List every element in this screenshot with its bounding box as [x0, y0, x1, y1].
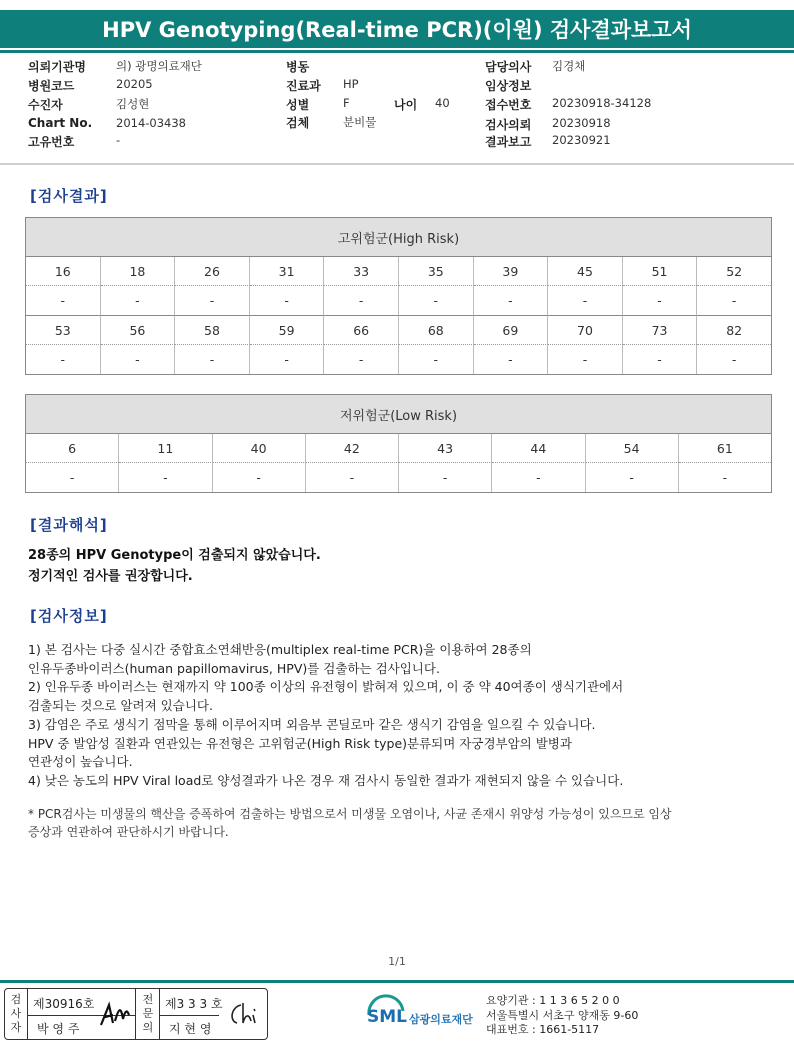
result-cell: -: [26, 463, 119, 492]
section-results: [검사결과]: [30, 187, 108, 205]
genotype-cell: 73: [623, 316, 698, 345]
footer-line: [0, 980, 794, 983]
page-number: 1/1: [388, 955, 406, 968]
divider: [27, 989, 28, 1039]
result-cell: -: [722, 470, 728, 485]
result-cell: -: [399, 286, 474, 316]
label-receipt-no: 접수번호: [485, 98, 532, 112]
note-line: 증상과 연관하여 판단하시기 바랍니다.: [28, 825, 229, 839]
value-age: 40: [435, 96, 450, 110]
low-risk-header: 저위험군(Low Risk): [26, 395, 771, 434]
genotype-cell: 70: [548, 316, 623, 345]
company-name: 삼광의료재단: [409, 1013, 473, 1026]
genotype-cell: 6: [26, 434, 119, 463]
info-line: 4) 낮은 농도의 HPV Viral load로 양성결과가 나온 경우 재 검사시 동일한 결과가 재현되지 않을 수 있습니다.: [28, 772, 624, 788]
company-logo: [365, 993, 485, 1037]
examiner-license-no: 제30916호: [33, 997, 95, 1011]
high-risk-types-row-1: [26, 257, 771, 286]
genotype-cell: 18: [101, 257, 176, 286]
value-request-date: 20230918: [552, 116, 611, 130]
info-line: 2) 인유두종 바이러스는 현재까지 약 100종 이상의 유전형이 밝혀져 있으며, 이 중 약 40여종이 생식기관에서: [28, 679, 624, 695]
label-chart-no: Chart No.: [28, 116, 93, 130]
note-line: * PCR검사는 미생물의 핵산을 증폭하여 검출하는 방법으로서 미생물 오염이나, 사균 존재시 위양성 가능성이 있으므로 임상: [28, 807, 672, 821]
low-risk-types-row: [26, 434, 771, 463]
genotype-cell: 35: [399, 257, 474, 286]
label-clinical-info: 임상정보: [485, 79, 532, 93]
value-unique-no: -: [116, 133, 121, 147]
genotype-cell: 44: [492, 434, 585, 463]
patient-info: [0, 56, 794, 152]
result-cell: -: [175, 345, 250, 374]
result-cell: -: [26, 345, 101, 374]
label-ward: 병동: [286, 60, 310, 74]
result-cell: -: [399, 463, 492, 492]
value-report-date: 20230921: [552, 133, 611, 147]
genotype-cell: 52: [697, 257, 771, 286]
result-cell: -: [586, 463, 679, 492]
value-patient: 김성현: [116, 97, 150, 111]
genotype-cell: 33: [324, 257, 399, 286]
low-risk-table: [25, 394, 772, 493]
label-request-date: 검사의뢰: [485, 118, 532, 132]
result-cell: -: [492, 463, 585, 492]
info-separator: [0, 163, 794, 165]
examiner-signature-icon: [97, 997, 133, 1033]
result-cell: -: [623, 286, 698, 316]
value-department: HP: [343, 77, 359, 91]
high-risk-results-row-1: [26, 286, 771, 316]
divider: [135, 989, 136, 1039]
result-cell: -: [306, 463, 399, 492]
company-info: [486, 994, 638, 1038]
result-cell: -: [324, 345, 399, 374]
label-unique-no: 고유번호: [28, 135, 75, 149]
value-hospital-code: 20205: [116, 77, 153, 91]
signature-box: [4, 988, 268, 1040]
label-report-date: 결과보고: [485, 135, 532, 149]
divider: [159, 1015, 219, 1016]
info-line: 연관성이 높습니다.: [28, 754, 133, 770]
result-cell: -: [548, 345, 623, 374]
value-doctor: 김경채: [552, 59, 586, 73]
high-risk-results-row-2: [26, 345, 771, 374]
specialist-label: 전문의: [142, 993, 154, 1034]
genotype-cell: 11: [119, 434, 212, 463]
interpretation-text: [28, 545, 321, 587]
label-department: 진료과: [286, 79, 321, 93]
genotype-cell: 68: [399, 316, 474, 345]
genotype-cell: 66: [324, 316, 399, 345]
result-cell: -: [548, 286, 623, 316]
low-risk-results-row: [26, 463, 771, 492]
genotype-cell: 59: [250, 316, 325, 345]
value-specimen: 분비물: [343, 115, 377, 129]
genotype-cell: 56: [101, 316, 176, 345]
label-patient: 수진자: [28, 98, 63, 112]
genotype-cell: 51: [623, 257, 698, 286]
result-cell: -: [119, 463, 212, 492]
label-hospital-code: 병원코드: [28, 79, 75, 93]
result-cell: -: [250, 345, 325, 374]
result-cell: -: [474, 345, 549, 374]
genotype-cell: 39: [474, 257, 549, 286]
result-cell: -: [399, 345, 474, 374]
info-line: 1) 본 검사는 다중 실시간 중합효소연쇄반응(multiplex real-time PCR)을 이용하여 28종의: [28, 642, 532, 657]
value-chart-no: 2014-03438: [116, 116, 186, 130]
info-line: 인유두종바이러스(human papillomavirus, HPV)를 검출하는 검사입니다.: [28, 660, 440, 676]
section-interpretation: [결과해석]: [30, 516, 108, 534]
section-test-info: [검사정보]: [30, 607, 108, 625]
value-receipt-no: 20230918-34128: [552, 96, 652, 110]
high-risk-table: [25, 217, 772, 375]
care-institution-code: 요양기관 : 1 1 3 6 5 2 0 0: [486, 994, 620, 1007]
genotype-cell: 45: [548, 257, 623, 286]
label-sex: 성별: [286, 98, 310, 112]
result-cell: -: [731, 352, 737, 367]
value-sex: F: [343, 96, 350, 110]
company-phone: 대표번호 : 1661-5117: [486, 1023, 600, 1036]
result-cell: -: [175, 286, 250, 316]
high-risk-types-row-2: [26, 316, 771, 345]
specialist-signature-icon: [227, 999, 261, 1031]
interpretation-line: 정기적인 검사를 권장합니다.: [28, 569, 193, 584]
info-line: 검출되는 것으로 알려져 있습니다.: [28, 698, 213, 714]
genotype-cell: 40: [213, 434, 306, 463]
test-info-text: [28, 641, 768, 791]
divider: [159, 989, 160, 1039]
specialist-name: 지 현 영: [169, 1022, 212, 1036]
report-title: HPV Genotyping(Real-time PCR)(이원) 검사결과보고서: [0, 10, 794, 48]
genotype-cell: 16: [26, 257, 101, 286]
examiner-label: 검사자: [10, 993, 22, 1034]
company-address: 서울특별시 서초구 양재동 9-60: [486, 1008, 639, 1022]
logo-text: SML: [367, 1007, 407, 1027]
result-cell: -: [697, 286, 771, 316]
result-cell: -: [474, 286, 549, 316]
value-requesting-org: 의) 광명의료재단: [116, 59, 202, 73]
specialist-license-no: 제3 3 3 호: [165, 997, 223, 1011]
info-line: HPV 중 발암성 질환과 연관있는 유전형은 고위험군(High Risk type)분류되며 자궁경부암의 발병과: [28, 735, 572, 751]
label-requesting-org: 의뢰기관명: [28, 60, 86, 74]
result-cell: -: [250, 286, 325, 316]
genotype-cell: 26: [175, 257, 250, 286]
examiner-name: 박 영 주: [37, 1022, 80, 1036]
genotype-cell: 54: [586, 434, 679, 463]
genotype-cell: 58: [175, 316, 250, 345]
result-cell: -: [324, 286, 399, 316]
genotype-cell: 53: [26, 316, 101, 345]
genotype-cell: 61: [679, 434, 771, 463]
genotype-cell: 31: [250, 257, 325, 286]
genotype-cell: 82: [697, 316, 771, 345]
result-cell: -: [26, 286, 101, 316]
info-line: 3) 감염은 주로 생식기 점막을 통해 이루어지며 외음부 콘딜로마 같은 생식기 감염을 일으킬 수 있습니다.: [28, 716, 596, 732]
genotype-cell: 69: [474, 316, 549, 345]
genotype-cell: 43: [399, 434, 492, 463]
label-doctor: 담당의사: [485, 60, 532, 74]
high-risk-header: 고위험군(High Risk): [26, 218, 771, 257]
title-underline: [0, 50, 794, 53]
result-cell: -: [101, 345, 176, 374]
interpretation-line: 28종의 HPV Genotype이 검출되지 않았습니다.: [28, 548, 321, 563]
label-age: 나이: [394, 98, 418, 112]
result-cell: -: [101, 286, 176, 316]
label-specimen: 검체: [286, 116, 310, 130]
result-cell: -: [213, 463, 306, 492]
pcr-note: [28, 805, 768, 841]
result-cell: -: [623, 345, 698, 374]
genotype-cell: 42: [306, 434, 399, 463]
